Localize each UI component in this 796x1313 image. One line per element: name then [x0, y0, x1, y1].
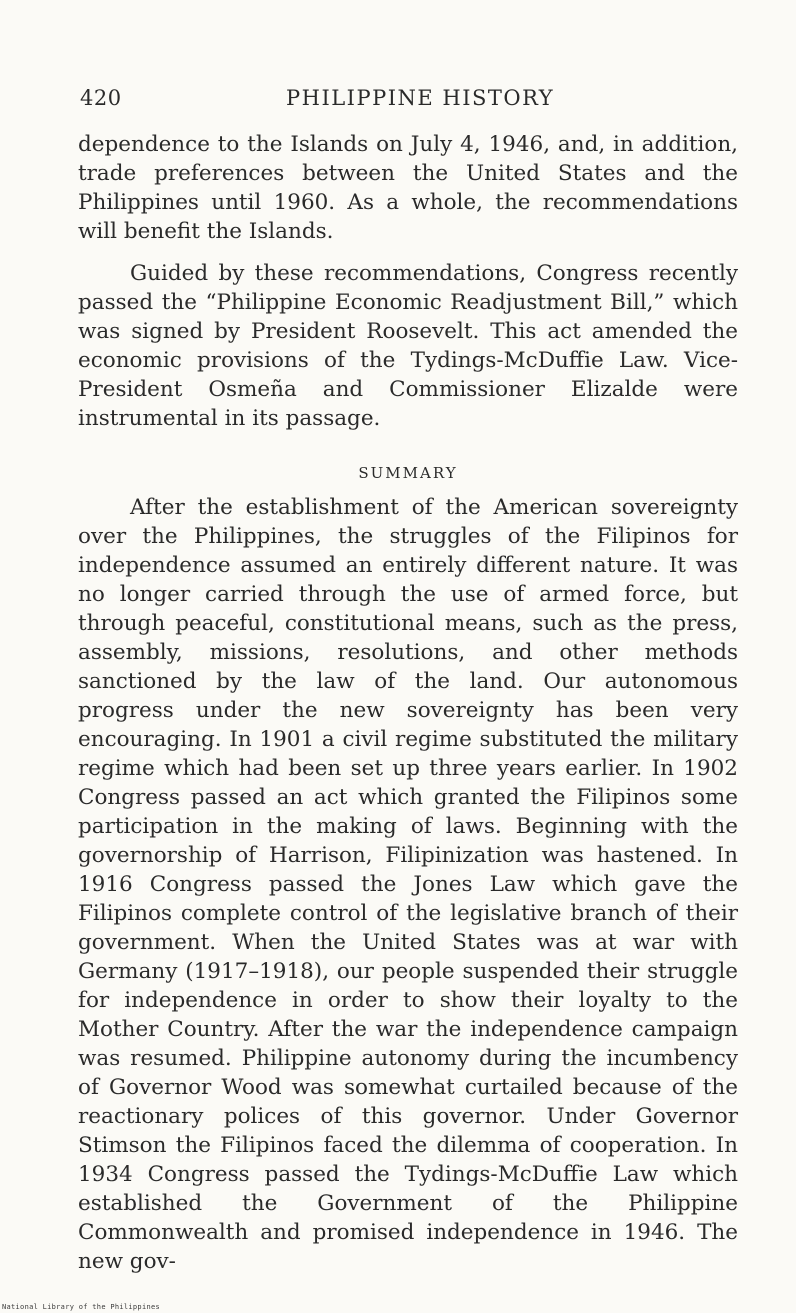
page-number: 420: [80, 86, 122, 110]
running-title: PHILIPPINE HISTORY: [286, 86, 555, 110]
page-body: [78, 130, 738, 1276]
paragraph-congress-bill: Guided by these recommendations, Congress recently passed the “Philippine Economic Readjustment Bill,” which was signed by President Roosevelt. This act amended the economic provisions of the Tydings-McDuffie Law. Vice-President Osmeña and Commissioner Elizalde were instrumental in its passage.: [78, 261, 738, 431]
summary-paragraph: After the establishment of the American sovereignty over the Philippines, the struggles of the Filipinos for independence assumed an entirely different nature. It was no longer carried through the use of armed force, but through peaceful, constitutional means, such as the press, assembly, missions, resolutions, and other methods sanctioned by the law of the land. Our autonomous progress under the new sovereignty has been very encouraging. In 1901 a civil regime substituted the military regime which had been set up three years earlier. In 1902 Congress passed an act which granted the Filipinos some participation in the making of laws. Beginning with the governorship of Harrison, Filipinization was hastened. In 1916 Congress passed the Jones Law which gave the Filipinos complete control of the legislative branch of their government. When the United States was at war with Germany (1917–1918), our people suspended their struggle for independence in order to show their loyalty to the Mother Country. After the war the independence campaign was resumed. Philippine autonomy during the incumbency of Governor Wood was somewhat curtailed because of the reactionary polices of this governor. Under Governor Stimson the Filipinos faced the dilemma of cooperation. In 1934 Congress passed the Tydings-McDuffie Law which established the Government of the Philippine Commonwealth and promised independence in 1946. The new gov-: [78, 495, 738, 1274]
paragraph-continued: dependence to the Islands on July 4, 1946, and, in addition, trade preferences between the United States and the Philippines until 1960. As a whole, the recommendations will benefit the Islands.: [78, 132, 738, 244]
page-header: [80, 86, 750, 116]
summary-heading: SUMMARY: [358, 464, 458, 482]
library-watermark: National Library of the Philippines: [2, 1303, 161, 1311]
